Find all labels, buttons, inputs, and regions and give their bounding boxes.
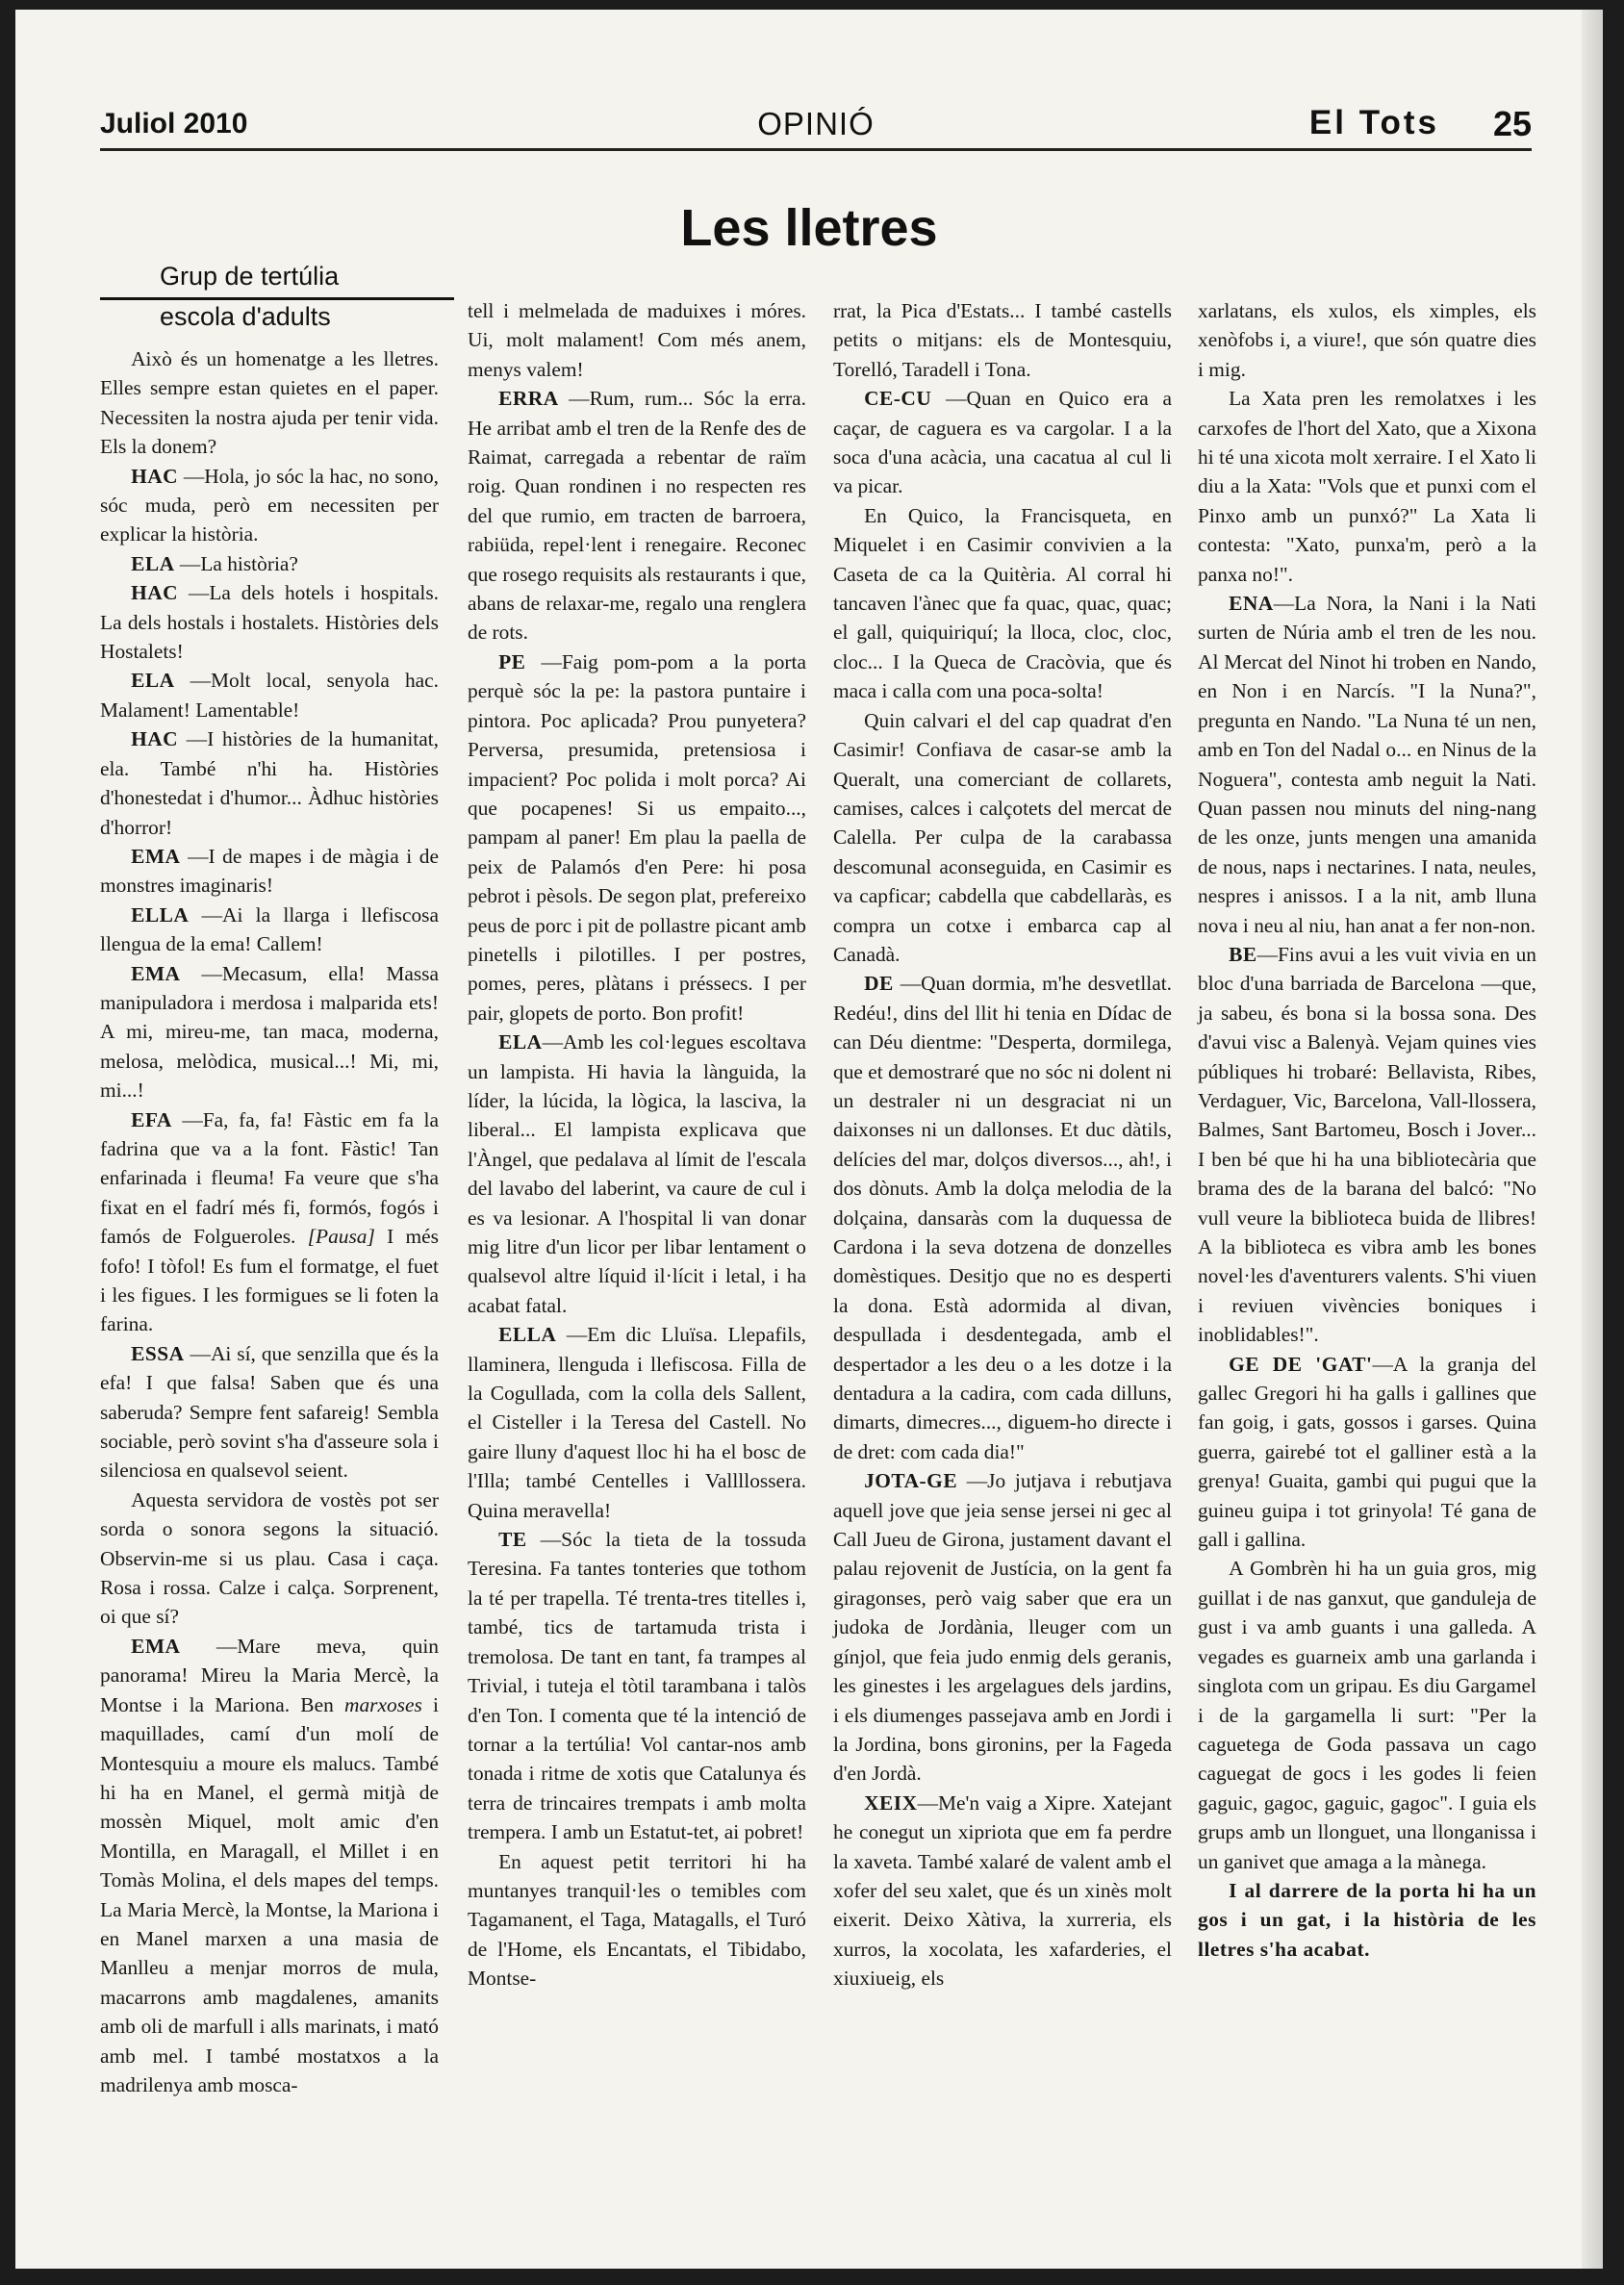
paragraph-text: —Amb les col·legues escoltava un lampista. Hi havia la lànguida, la líder, la lúcida, la lògica, la lasciva, la liberal... El lampista explicava que l'Àngel, que pedalava al límit de l'escala del lavabo del laberint, va caure de cul i es va lesionar. A l'hospital li van donar mig litre d'un licor per libar lentament o qualsevol altre líquid il·lícit i letal, i ha acabat fatal. [468,1030,806,1317]
text-column-2 [468,296,806,2201]
paragraph [1198,940,1536,1350]
letter-name: ELA [498,1030,543,1054]
paragraph-text: xarlatans, els xulos, els ximples, els xenòfobs i, a viure!, que són quatre dies i mig. [1198,299,1536,381]
paragraph-text: —Hola, jo sóc la hac, no sono, sóc muda, però em necessiten per explicar la història. [100,464,439,546]
letter-name: GE DE 'GAT' [1229,1352,1373,1376]
magazine-page [15,10,1603,2269]
issue-date: Juliol 2010 [100,108,248,140]
paragraph [100,842,439,901]
letter-name: CE-CU [864,387,932,411]
paragraph-text: A Gombrèn hi ha un guia gros, mig guillat i de nas ganxut, que ganduleja de gust i va amb guants i una galleda. A vegades es guarneix amb una garlanda i singlota com un gripau. Es diu Gargamel i de la gargamella li surt: "Per la caguetega de Goda passava un cago caguegat de gocs i les godes li feien gaguic, gagoc, gaguic, gagoc". I guia els grups amb un llonguet, una llonganissa i un ganivet que amaga a la mànega. [1198,1557,1536,1873]
paragraph-text: —Jo jutjava i rebutjava aquell jove que jeia sense jersei ni gec al Call Jueu de Girona, justament davant el palau rejovenit de Justícia, on la gent fa giragonses, però vaig saber que era un judoka de Jordània, lleuger com un gínjol, que feia judo enmig dels geranis, les ginestes i les argelagues dels jardins, i els diumenges passejava amb en Jordi i la Jordina, bons gironins, per la Fageda d'en Jordà. [833,1469,1172,1786]
letter-name: PE [498,649,526,673]
paragraph [468,1847,806,1993]
paragraph [468,1320,806,1525]
paragraph-text: —Fa, fa, fa! Fàstic em fa la fadrina que va a la font. Fàstic! Tan enfarinada i fleuma! Fa veure que s'ha fixat en el fadrí més fi, formós, fogós i famós de Folgueroles. [100,1107,439,1249]
letter-name: BE [1229,942,1257,966]
paragraph-text: Quin calvari el del cap quadrat d'en Casimir! Confiava de casar-se amb la Queralt, una comerciant de collarets, camises, calces i calçotets del mercat de Calella. Per culpa de la carabassa descomunal aconseguida, en Casimir es va capficar; cabdella que cabdellaràs, es compra un cotxe i embarca cap al Canadà. [833,708,1172,966]
paragraph-text: En Quico, la Francisqueta, en Miquelet i en Casimir convivien a la Caseta de ca la Quitèria. Al corral hi tancaven l'ànec que fa quac, quac, quac; el gall, quiquiriquí; la lloca, cloc, cloc, cloc... I la Queca de Cracòvia, que és maca i calla com una poca-solta! [833,503,1172,703]
letter-name: JOTA-GE [864,1469,958,1493]
paragraph [1198,1554,1536,1875]
letter-name: EMA [131,844,181,868]
paragraph-text: —Rum, rum... Sóc la erra. He arribat amb el tren de la Renfe des de Raimat, carregada a rebentar de raïm roig. Quan rondinen i no respecten res del que rumio, em tracten de barroera, rabiüda, repel·lent i renegaire. Reconec que rosego requisits als restaurants i que, abans de relaxar-me, regalo una renglera de rots. [468,387,806,645]
paragraph-text: —Me'n vaig a Xipre. Xatejant he conegut un xipriota que em fa perdre la xaveta. També xalaré de valent amb el xofer del seu xalet, que és un xinès molt eixerit. Deixo Xàtiva, la xurreria, els xurros, la xocolata, les xafarderies, el xiuxiueig, els [833,1790,1172,1991]
paragraph-text: Aquesta servidora de vostès pot ser sorda o sonora segons la situació. Observin-me si us plau. Casa i caça. Rosa i rossa. Calze i calça. Sorprenent, oi que sí? [100,1487,439,1629]
paragraph-text: —Sóc la tieta de la tossuda Teresina. Fa tantes tonteries que tothom la té per trapella. Té trenta-tres titelles i, també, tics de tartamuda trista i tremolosa. De tant en tant, fa trampes al Trivial, i tuteja el tòtil tarambana i talòs d'en Ton. I comenta que té la intenció de tornar a la tertúlia! Vol cantar-nos amb tonada i ritme de xotis que Catalunya és terra de trincaires trempats i amb molta trempera. I amb un Estatut-tet, ai pobret! [468,1528,806,1844]
letter-name: DE [864,972,894,996]
publication-name: El Tots [1308,104,1439,141]
paragraph-text: I més fofo! I tòfol! Es fum el formatge, el fuet i les figues. I les formigues se li foten la farina. [100,1225,439,1336]
paragraph-text: —Fins avui a les vuit vivia en un bloc d'una barriada de Barcelona —que, ja sabeu, és bona si la bossa sona. Des d'avui visc a Balenyà. Vejam quines vies públiques hi trobaré: Bellavista, Ribes, Verdaguer, Vic, Barcelona, Vall-llossera, Balmes, Sant Bartomeu, Bosch i Jover... I ben bé que hi ha una bibliotecària que brama des de la barana del balcó: "No vull veure la biblioteca buida de llibres! A la biblioteca es vibra amb les bones novel·les d'aventurers valents. S'hi viuen i reviuen vivències boniques i inoblidables!". [1198,942,1536,1347]
letter-name: HAC [131,581,179,605]
paragraph-text: —Em dic Lluïsa. Llepafils, llaminera, llenguda i llefiscosa. Filla de la Cogullada, com la colla dels Sallent, el Cisteller i la Teresa del Castell. No gaire lluny d'aquest lloc hi ha el bosc de l'Illa; també Centelles i Vallllossera. Quina meravella! [468,1323,806,1522]
paragraph [468,384,806,647]
section-name: OPINIÓ [757,106,875,141]
article-byline [100,262,454,332]
paragraph-text: tell i melmelada de maduixes i móres. Ui, molt malament! Com més anem, menys valem! [468,299,806,381]
letter-name: ERRA [498,387,559,411]
paragraph-text: —Ai sí, que senzilla que és la efa! I que falsa! Saben que és una saberuda? Sempre fent safareig! Sembla sociable, però sovint s'ha d'asseure sola i silenciosa en qualsevol seient. [100,1341,439,1483]
letter-name: ELA [131,551,175,575]
paragraph-text: —Faig pom-pom a la porta perquè sóc la pe: la pastora puntaire i pintora. Poc aplicada? Prou punyetera? Perversa, presumida, pretensiosa i impacient? Poc polida i molt porca? Ai que pocapenes! Si us empaito..., pampam al paner! Em plau la paella de peix de Palamós d'en Pere: hi posa pebrot i pèsols. De segon plat, prefereixo peus de porc i pit de pollastre picant amb pinetells i pilotilles. I per postres, pomes, peres, plàtans i préssecs. I per pair, glopets de porto. Bon profit! [468,649,806,1025]
paragraph-text: —Molt local, senyola hac. Malament! Lamentable! [100,669,439,722]
paragraph [1198,1876,1536,1964]
paragraph [1198,296,1536,384]
paragraph [100,1632,439,2100]
article-title: Les lletres [680,199,938,257]
paragraph-text: —Quan en Quico era a caçar, de caguera es va cargolar. I a la soca d'una acàcia, una cacatua al cul li va picar. [833,387,1172,498]
paragraph-text: —La història? [174,551,298,575]
paragraph [100,959,439,1105]
paragraph-text: —I històries de la humanitat, ela. També n'hi ha. Històries d'honestedat i d'humor... Àdhuc històries d'horror! [100,727,439,839]
paragraph [100,578,439,666]
paragraph [100,344,439,462]
paragraph [833,296,1172,384]
paragraph-text: —La Nora, la Nani i la Nati surten de Núria amb el tren de les nou. Al Mercat del Ninot hi troben en Nando, en Non i en Narcís. "I la Nuna?", pregunta en Nando. "La Nuna té un nen, amb en Ton del Nadal o... en Ninus de la Noguera", contesta amb neguit la Nati. Quan passen nou minuts del ning-nang de les onze, junts mengen una amanida de nous, naps i nectarines. I nata, neules, nespres i anissos. I a la nit, amb lluna nova i neu al niu, han anat a fer non-non. [1198,592,1536,937]
paragraph [100,462,439,549]
paragraph-text: —Quan dormia, m'he desvetllat. Redéu!, dins del llit hi tenia en Dídac de can Déu dientme: "Desperta, dormilega, que et demostraré que no sóc ni dolent ni un destraler ni un desgraciat ni un daixonses ni un dallonses. Et duc dàtils, delícies del mar, dolços diversos..., ah!, i dos dònuts. Amb la dolça melodia de la dolçaina, dansaràs com la duquessa de Cardona i la seva dotzena de donzelles domèstiques. Desitjo que no es desperti la dona. Està adormida al divan, despullada i desdentegada, amb el despertador a les deu o a les dotze i la dentadura a la cadira, com cada dilluns, dimarts, dimecres..., diguem-ho directe i de dret: com cada dia!" [833,972,1172,1463]
paragraph [833,706,1172,970]
letter-name: TE [498,1528,527,1552]
paragraph [833,1466,1172,1788]
paragraph [833,969,1172,1466]
paragraph-text: —La dels hotels i hospitals. La dels hostals i hostalets. Històries dels Hostalets! [100,581,439,664]
byline-line-1: Grup de tertúlia [100,262,454,300]
paragraph [833,384,1172,501]
paragraph [100,1105,439,1339]
paragraph [100,666,439,724]
paragraph [100,724,439,842]
paragraph-text: —Mare meva, quin panorama! Mireu la Maria Mercè, la Montse i la Mariona. Ben [100,1634,439,1716]
page-number: 25 [1492,104,1532,143]
paragraph [468,1028,806,1320]
paragraph-text: —Ai la llarga i llefiscosa llengua de la ema! Callem! [100,902,439,956]
letter-name: ELA [131,669,175,693]
paragraph-text: —I de mapes i de màgia i de monstres imaginaris! [100,844,439,898]
paragraph [833,1789,1172,1993]
letter-name: EMA [131,1634,181,1658]
letter-name: EMA [131,961,181,985]
paragraph [833,501,1172,706]
paragraph [100,549,439,578]
paragraph [1198,589,1536,940]
paragraph [468,647,806,1028]
paragraph [468,1525,806,1846]
paragraph-text: i maquillades, camí d'un molí de Montesquiu a moure els malucs. També hi ha en Manel, el germà mitjà de mossèn Miquel, molt amic d'en Montilla, en Maragall, el Millet i en Tomàs Molina, el dels mapes del temps. La Maria Mercè, la Montse, la Mariona i en Manel marxen a una masia de Manlleu a menjar morros de mula, macarrons amb magdalenes, amanits amb oli de marfull i alls marinats, i mató amb mel. I també mostatxos a la madrilenya amb mosca- [100,1692,439,2096]
letter-name: HAC [131,464,179,488]
paragraph [468,296,806,384]
byline-line-2: escola d'adults [160,302,331,331]
letter-name: EFA [131,1107,172,1131]
paragraph [100,1339,439,1485]
paragraph [1198,1350,1536,1555]
paragraph-text: —A la granja del gallec Gregori hi ha galls i gallines que fan goig, i gats, gossos i garses. Quina guerra, gairebé tot el galliner està a la grenya! Guaita, gambi qui pugui que la guineu guipa i tot grinyola! Té gana de gall i gallina. [1198,1352,1536,1552]
paragraph-text: —Mecasum, ella! Massa manipuladora i merdosa i malparida ets! A mi, mireu-me, tan maca, moderna, melosa, melòdica, musical...! Mi, mi, mi...! [100,961,439,1103]
paragraph-text: Això és un homenatge a les lletres. Elles sempre estan quietes en el paper. Necessiten la nostra ajuda per tenir vida. Els la donem? [100,347,439,459]
page-edge [1582,10,1603,2269]
letter-name: ELLA [131,902,190,927]
paragraph-text: I al darrere de la porta hi ha un gos i un gat, i la història de les lletres s'ha acabat. [1198,1878,1536,1961]
letter-name: ESSA [131,1341,185,1365]
italic-text: marxoses [344,1692,422,1716]
paragraph-text: En aquest petit territori hi ha muntanyes tranquil·les o temibles com Tagamanent, el Taga, Matagalls, el Turó de l'Home, els Encantats, el Tibidabo, Montse- [468,1849,806,1991]
text-column-4 [1198,296,1536,2201]
paragraph-text: La Xata pren les remolatxes i les carxofes de l'hort del Xato, que a Xixona hi té una xicota molt xerraire. I el Xato li diu a la Xata: "Vols que et punxi com el Pinxo amb un punxó?" La Xata li contesta: "Xato, punxa'm, però a la panxa no!". [1198,387,1536,586]
paragraph-text: rrat, la Pica d'Estats... I també castells petits o mitjans: els de Montesquiu, Torelló, Taradell i Tona. [833,299,1172,381]
text-column-1 [100,344,439,2201]
letter-name: ELLA [498,1323,557,1347]
letter-name: HAC [131,727,179,751]
paragraph [1198,384,1536,589]
page-header [100,94,1532,151]
paragraph [100,901,439,959]
text-column-3 [833,296,1172,2201]
paragraph [100,1485,439,1632]
letter-name: XEIX [864,1790,918,1815]
italic-text: [Pausa] [307,1225,375,1249]
letter-name: ENA [1229,592,1274,616]
